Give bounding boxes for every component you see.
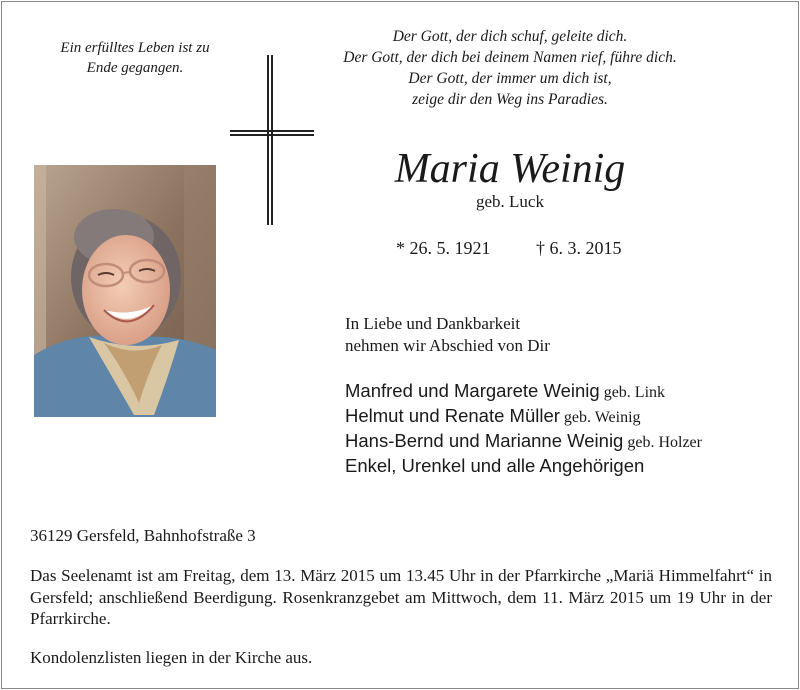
portrait-photo (34, 165, 216, 417)
mourner-names: Hans-Bernd und Marianne Weinig (345, 430, 624, 451)
cross-horizontal-line (230, 130, 314, 132)
farewell-text (345, 313, 550, 357)
verse-line: Der Gott, der immer um dich ist, (408, 70, 612, 87)
mourner-names: Helmut und Renate Müller (345, 405, 560, 426)
motto-line: Ende gegangen. (86, 60, 184, 76)
cross-vertical-line (271, 55, 273, 225)
mourner-birth-name: geb. Holzer (623, 434, 702, 451)
mourner-names: Manfred und Margarete Weinig (345, 380, 600, 401)
birth-name: geb. Luck (476, 192, 544, 211)
mourner-names: Enkel, Urenkel und alle Angehörigen (345, 455, 645, 476)
birth-date: * 26. 5. 1921 (396, 238, 491, 258)
deceased-name: Maria Weinig (394, 146, 626, 192)
cross-horizontal-line (230, 134, 314, 136)
farewell-line: In Liebe und Dankbarkeit (345, 314, 521, 333)
condolence-note: Kondolenzlisten liegen in der Kirche aus. (30, 648, 313, 667)
farewell-line: nehmen wir Abschied von Dir (345, 336, 550, 355)
verse-line: Der Gott, der dich bei deinem Namen rief, führe dich. (343, 49, 677, 66)
mourner-entry (345, 429, 702, 454)
death-date: † 6. 3. 2015 (536, 238, 622, 258)
mourner-entry (345, 404, 702, 429)
mourner-entry (345, 454, 702, 479)
verse (300, 26, 720, 110)
motto-left (30, 38, 240, 78)
service-details: Das Seelenamt ist am Freitag, dem 13. März 2015 um 13.45 Uhr in der Pfarrkirche „Mariä Himmelfahrt“ in Gersfeld; anschließend Beerdigung. Rosenkranzgebet am Mittwoch, dem 11. März 2015 um 19 Uhr in der Pfarrkirche. (30, 566, 772, 628)
cross-vertical-line (267, 55, 269, 225)
mourners-list (345, 379, 702, 479)
address: 36129 Gersfeld, Bahnhofstraße 3 (30, 526, 256, 545)
portrait-illustration (34, 165, 216, 417)
verse-line: Der Gott, der dich schuf, geleite dich. (392, 28, 628, 45)
mourner-entry (345, 379, 702, 404)
motto-line: Ein erfülltes Leben ist zu (60, 40, 210, 56)
verse-line: zeige dir den Weg ins Paradies. (412, 91, 608, 108)
mourner-birth-name: geb. Weinig (559, 409, 641, 426)
mourner-birth-name: geb. Link (599, 384, 666, 401)
